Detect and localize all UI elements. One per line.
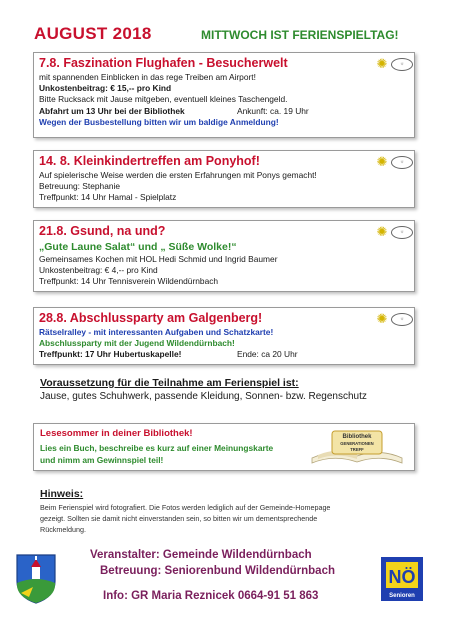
- event-line: mit spannenden Einblicken in das rege Treiben am Airport!: [39, 72, 256, 82]
- day-title: MITTWOCH IST FERIENSPIELTAG!: [201, 28, 399, 42]
- hinweis-line: Beim Ferienspiel wird fotografiert. Die Fotos werden lediglich auf der Gemeinde-Homepage: [40, 503, 331, 512]
- event-title: 7.8. Faszination Flughafen - Besucherwelt: [39, 56, 288, 70]
- noe-logo-sub: Senioren: [389, 593, 415, 599]
- ferienspiel-logo-icon: ☼: [391, 58, 413, 71]
- sun-icon: ✺: [376, 154, 388, 169]
- requirements-title: Voraussetzung für die Teilnahme am Ferienspiel ist:: [40, 377, 299, 389]
- event-line: Wegen der Busbestellung bitten wir um baldige Anmeldung!: [39, 116, 279, 127]
- event-title: 14. 8. Kleinkindertreffen am Ponyhof!: [39, 154, 260, 168]
- event-box-ponyhof: [33, 150, 415, 208]
- event-line: [39, 106, 409, 117]
- lesesommer-title: Lesesommer in deiner Bibliothek!: [40, 428, 193, 439]
- organizer-text: Veranstalter: Gemeinde Wildendürnbach: [90, 549, 312, 561]
- care-text: Betreuung: Seniorenbund Wildendürnbach: [100, 565, 336, 577]
- end-text: Ende: ca 20 Uhr: [237, 349, 298, 360]
- sign-line: Bibliothek: [342, 434, 372, 440]
- event-line: Treffpunkt: 14 Uhr Hamal - Spielplatz: [39, 192, 177, 203]
- event-line: Auf spielerische Weise werden die ersten Erfahrungen mit Ponys gemacht!: [39, 170, 317, 180]
- requirements-text: Jause, gutes Schuhwerk, passende Kleidung, Sonnen- bzw. Regenschutz: [40, 391, 367, 402]
- event-line: Bitte Rucksack mit Jause mitgeben, eventuell kleines Taschengeld.: [39, 94, 288, 105]
- event-box-abschlussparty: [33, 307, 415, 365]
- event-line: Unkostenbeitrag: € 4,-- pro Kind: [39, 265, 158, 276]
- municipal-crest-icon: [15, 553, 57, 605]
- sun-icon: ✺: [376, 224, 388, 239]
- event-line: [39, 349, 409, 360]
- event-line: Unkostenbeitrag: € 15,-- pro Kind: [39, 83, 172, 94]
- arrival-text: Ankunft: ca. 19 Uhr: [237, 105, 309, 116]
- event-line: Betreuung: Stephanie: [39, 181, 121, 192]
- event-line: Treffpunkt: 14 Uhr Tennisverein Wildendürnbach: [39, 276, 219, 287]
- sun-icon: ✺: [376, 311, 388, 326]
- event-title: 21.8. Gsund, na und?: [39, 224, 166, 238]
- event-line: Gemeinsames Kochen mit HOL Hedi Schmid und Ingrid Baumer: [39, 254, 278, 264]
- event-subtitle: „Gute Laune Salat“ und „ Süße Wolke!“: [39, 241, 237, 253]
- ferienspiel-logo-icon: ☼: [391, 313, 413, 326]
- month-title: AUGUST 2018: [34, 24, 152, 43]
- event-box-gsund: [33, 220, 415, 292]
- event-line: Rätselralley - mit interessanten Aufgaben und Schatzkarte!: [39, 327, 274, 337]
- hinweis-line: Rückmeldung.: [40, 525, 86, 534]
- sign-line: GENERATIONEN: [340, 441, 374, 446]
- sun-icon: ✺: [376, 56, 388, 71]
- ferienspiel-logo-icon: ☼: [391, 156, 413, 169]
- event-box-airport: [33, 52, 415, 138]
- meeting-text: Treffpunkt: 17 Uhr Hubertuskapelle!: [39, 349, 182, 360]
- noe-senioren-logo-icon: [380, 556, 424, 602]
- library-book-icon: [308, 428, 406, 466]
- event-title: 28.8. Abschlussparty am Galgenberg!: [39, 311, 263, 325]
- noe-logo-text: NÖ: [388, 567, 416, 587]
- ferienspiel-logo-icon: ☼: [391, 226, 413, 239]
- lesesommer-line: Lies ein Buch, beschreibe es kurz auf einer Meinungskarte: [40, 443, 274, 453]
- event-line: Abschlussparty mit der Jugend Wildendürnbach!: [39, 338, 235, 349]
- hinweis-line: gezeigt. Sollten sie damit nicht einverstanden sein, so bitten wir um dementsprechende: [40, 514, 318, 523]
- sign-line: TREFF: [350, 447, 364, 452]
- info-text: Info: GR Maria Reznicek 0664-91 51 863: [103, 590, 319, 602]
- lesesommer-line: und nimm am Gewinnspiel teil!: [40, 455, 164, 465]
- departure-text: Abfahrt um 13 Uhr bei der Bibliothek: [39, 105, 185, 116]
- hinweis-title: Hinweis:: [40, 488, 84, 500]
